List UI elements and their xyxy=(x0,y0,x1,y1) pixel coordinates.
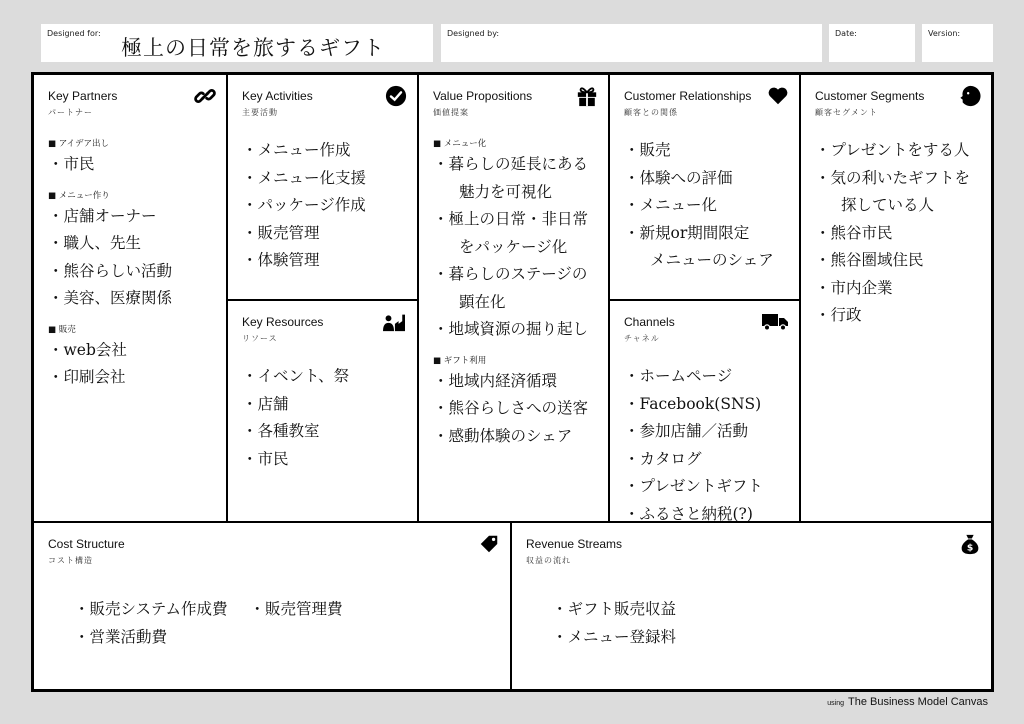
footer-credit xyxy=(827,696,988,708)
list-item: ・ふるさと納税(?) xyxy=(624,504,753,523)
block-title: Cost Structure xyxy=(48,537,125,551)
list-item: ・販売システム作成費 xyxy=(74,600,228,618)
list-item: ・イベント、祭 xyxy=(242,367,350,385)
block-subtitle: 収益の流れ xyxy=(526,556,571,565)
designed-by-label: Designed by: xyxy=(447,29,500,38)
list-item: ・Facebook(SNS) xyxy=(624,394,762,413)
list-item: ・カタログ xyxy=(624,449,702,468)
cost-structure-list xyxy=(74,595,364,651)
block-title: Revenue Streams xyxy=(526,537,623,551)
list-item: ・地域内経済循環 xyxy=(433,371,558,390)
section-heading: ■ メニュー作り xyxy=(48,190,110,201)
list-item: メニューのシェア xyxy=(650,251,774,269)
link-icon xyxy=(194,85,216,107)
person-head-icon xyxy=(959,85,981,107)
list-item: ・職人、先生 xyxy=(48,234,142,252)
list-item: ・新規or期間限定 xyxy=(624,223,750,242)
block-title: Customer Relationships xyxy=(624,89,752,103)
designed-for-field[interactable] xyxy=(41,24,433,62)
list-item: ・販売管理費 xyxy=(249,600,343,618)
customer-relationships-block xyxy=(608,75,799,299)
list-item: ・市民 xyxy=(48,155,95,173)
list-item: ・web会社 xyxy=(48,340,127,359)
list-item: ・プレゼントをする人 xyxy=(815,141,970,159)
list-item: ・極上の日常・非日常 xyxy=(433,210,589,228)
list-item: 魅力を可視化 xyxy=(459,182,553,201)
block-title: Customer Segments xyxy=(815,89,925,103)
list-item: ・市民 xyxy=(242,449,289,468)
customer-segments-block xyxy=(799,75,991,521)
section-heading: ■ アイデア出し xyxy=(48,139,109,149)
worker-factory-icon xyxy=(381,311,407,333)
block-subtitle: リソース xyxy=(242,334,278,343)
list-row xyxy=(74,623,364,651)
list-item: をパッケージ化 xyxy=(459,237,568,256)
list-item: ・暮らしの延長にある xyxy=(433,155,589,173)
block-subtitle: 主要活動 xyxy=(242,108,278,117)
block-title: Key Activities xyxy=(242,89,313,103)
list-item: ・暮らしのステージの xyxy=(433,265,588,283)
business-model-canvas xyxy=(31,72,994,692)
block-title: Key Resources xyxy=(242,315,324,329)
revenue-streams-block xyxy=(510,521,991,689)
list-item: ・店舗オーナー xyxy=(48,206,157,225)
list-row xyxy=(552,595,698,623)
list-item: 顕在化 xyxy=(459,292,506,311)
customer-relationships-list xyxy=(624,137,793,275)
list-item: ・熊谷らしい活動 xyxy=(48,261,173,280)
list-item: ・販売 xyxy=(624,141,671,159)
key-partners-list xyxy=(48,137,220,392)
gift-icon xyxy=(576,85,598,107)
list-item: ・熊谷圏域住民 xyxy=(815,251,924,269)
heart-icon xyxy=(767,85,789,107)
price-tag-icon xyxy=(478,533,500,555)
list-item: ・熊谷らしさへの送客 xyxy=(433,399,589,417)
version-label: Version: xyxy=(928,29,961,38)
list-item: ・各種教室 xyxy=(242,422,320,440)
list-item: ・メニュー作成 xyxy=(242,141,351,159)
channels-list xyxy=(624,363,793,528)
value-propositions-block xyxy=(417,75,608,521)
check-circle-icon xyxy=(385,85,407,107)
key-partners-block xyxy=(34,75,226,521)
list-row xyxy=(74,595,364,623)
list-item: ・店舗 xyxy=(242,394,289,413)
list-item: ・印刷会社 xyxy=(48,368,126,386)
list-item: ・感動体験のシェア xyxy=(433,426,573,445)
customer-segments-list xyxy=(815,137,985,330)
list-item: ・メニュー化 xyxy=(624,196,718,214)
list-item: ・美容、医療関係 xyxy=(48,289,173,307)
designed-by-field[interactable] xyxy=(441,24,822,62)
block-subtitle: 顧客セグメント xyxy=(815,108,878,117)
revenue-streams-list xyxy=(552,595,698,651)
section-heading: ■ 販売 xyxy=(48,324,76,335)
key-activities-list xyxy=(242,137,411,275)
list-item: ・ギフト販売収益 xyxy=(552,600,677,618)
block-title: Key Partners xyxy=(48,89,118,103)
list-item: ・営業活動費 xyxy=(74,628,168,646)
key-resources-list xyxy=(242,363,411,473)
footer-brand: The Business Model Canvas xyxy=(847,696,988,708)
list-item: ・体験管理 xyxy=(242,251,320,269)
list-item: ・メニュー登録料 xyxy=(552,628,677,646)
svg-text:$: $ xyxy=(966,542,974,554)
list-item: 探している人 xyxy=(841,196,935,214)
list-item: ・行政 xyxy=(815,306,862,324)
date-label: Date: xyxy=(835,29,857,38)
list-item: ・メニュー化支援 xyxy=(242,168,367,187)
list-item: ・参加店舗／活動 xyxy=(624,422,749,440)
list-item: ・ホームページ xyxy=(624,367,733,385)
block-subtitle: チャネル xyxy=(624,334,660,343)
key-resources-block xyxy=(226,299,417,521)
list-item: ・パッケージ作成 xyxy=(242,196,366,214)
section-heading: ■ メニュー化 xyxy=(433,139,487,149)
key-activities-block xyxy=(226,75,417,299)
section-heading: ■ ギフト利用 xyxy=(433,355,487,366)
block-title: Value Propositions xyxy=(433,89,533,103)
money-bag-icon xyxy=(959,533,981,555)
channels-block xyxy=(608,299,799,521)
list-item: ・プレゼントギフト xyxy=(624,477,763,495)
list-item: ・地域資源の掘り起し xyxy=(433,320,589,338)
block-title: Channels xyxy=(624,315,675,329)
list-item: ・熊谷市民 xyxy=(815,223,893,242)
truck-icon xyxy=(761,311,789,331)
designed-for-value: 極上の日常を旅するギフト xyxy=(121,36,385,60)
version-field[interactable] xyxy=(922,24,993,62)
date-field[interactable] xyxy=(829,24,915,62)
cost-structure-block xyxy=(34,521,510,689)
list-item: ・体験への評価 xyxy=(624,168,733,187)
footer-using: using xyxy=(827,700,844,707)
value-propositions-list xyxy=(433,137,602,450)
block-subtitle: パートナー xyxy=(48,108,93,117)
block-subtitle: 顧客との関係 xyxy=(624,108,678,117)
list-item: ・気の利いたギフトを xyxy=(815,168,971,187)
block-subtitle: コスト構造 xyxy=(48,556,93,565)
list-row xyxy=(552,623,698,651)
list-item: ・市内企業 xyxy=(815,278,893,297)
list-item: ・販売管理 xyxy=(242,223,320,242)
block-subtitle: 価値提案 xyxy=(433,108,469,117)
designed-for-label: Designed for: xyxy=(47,29,101,38)
